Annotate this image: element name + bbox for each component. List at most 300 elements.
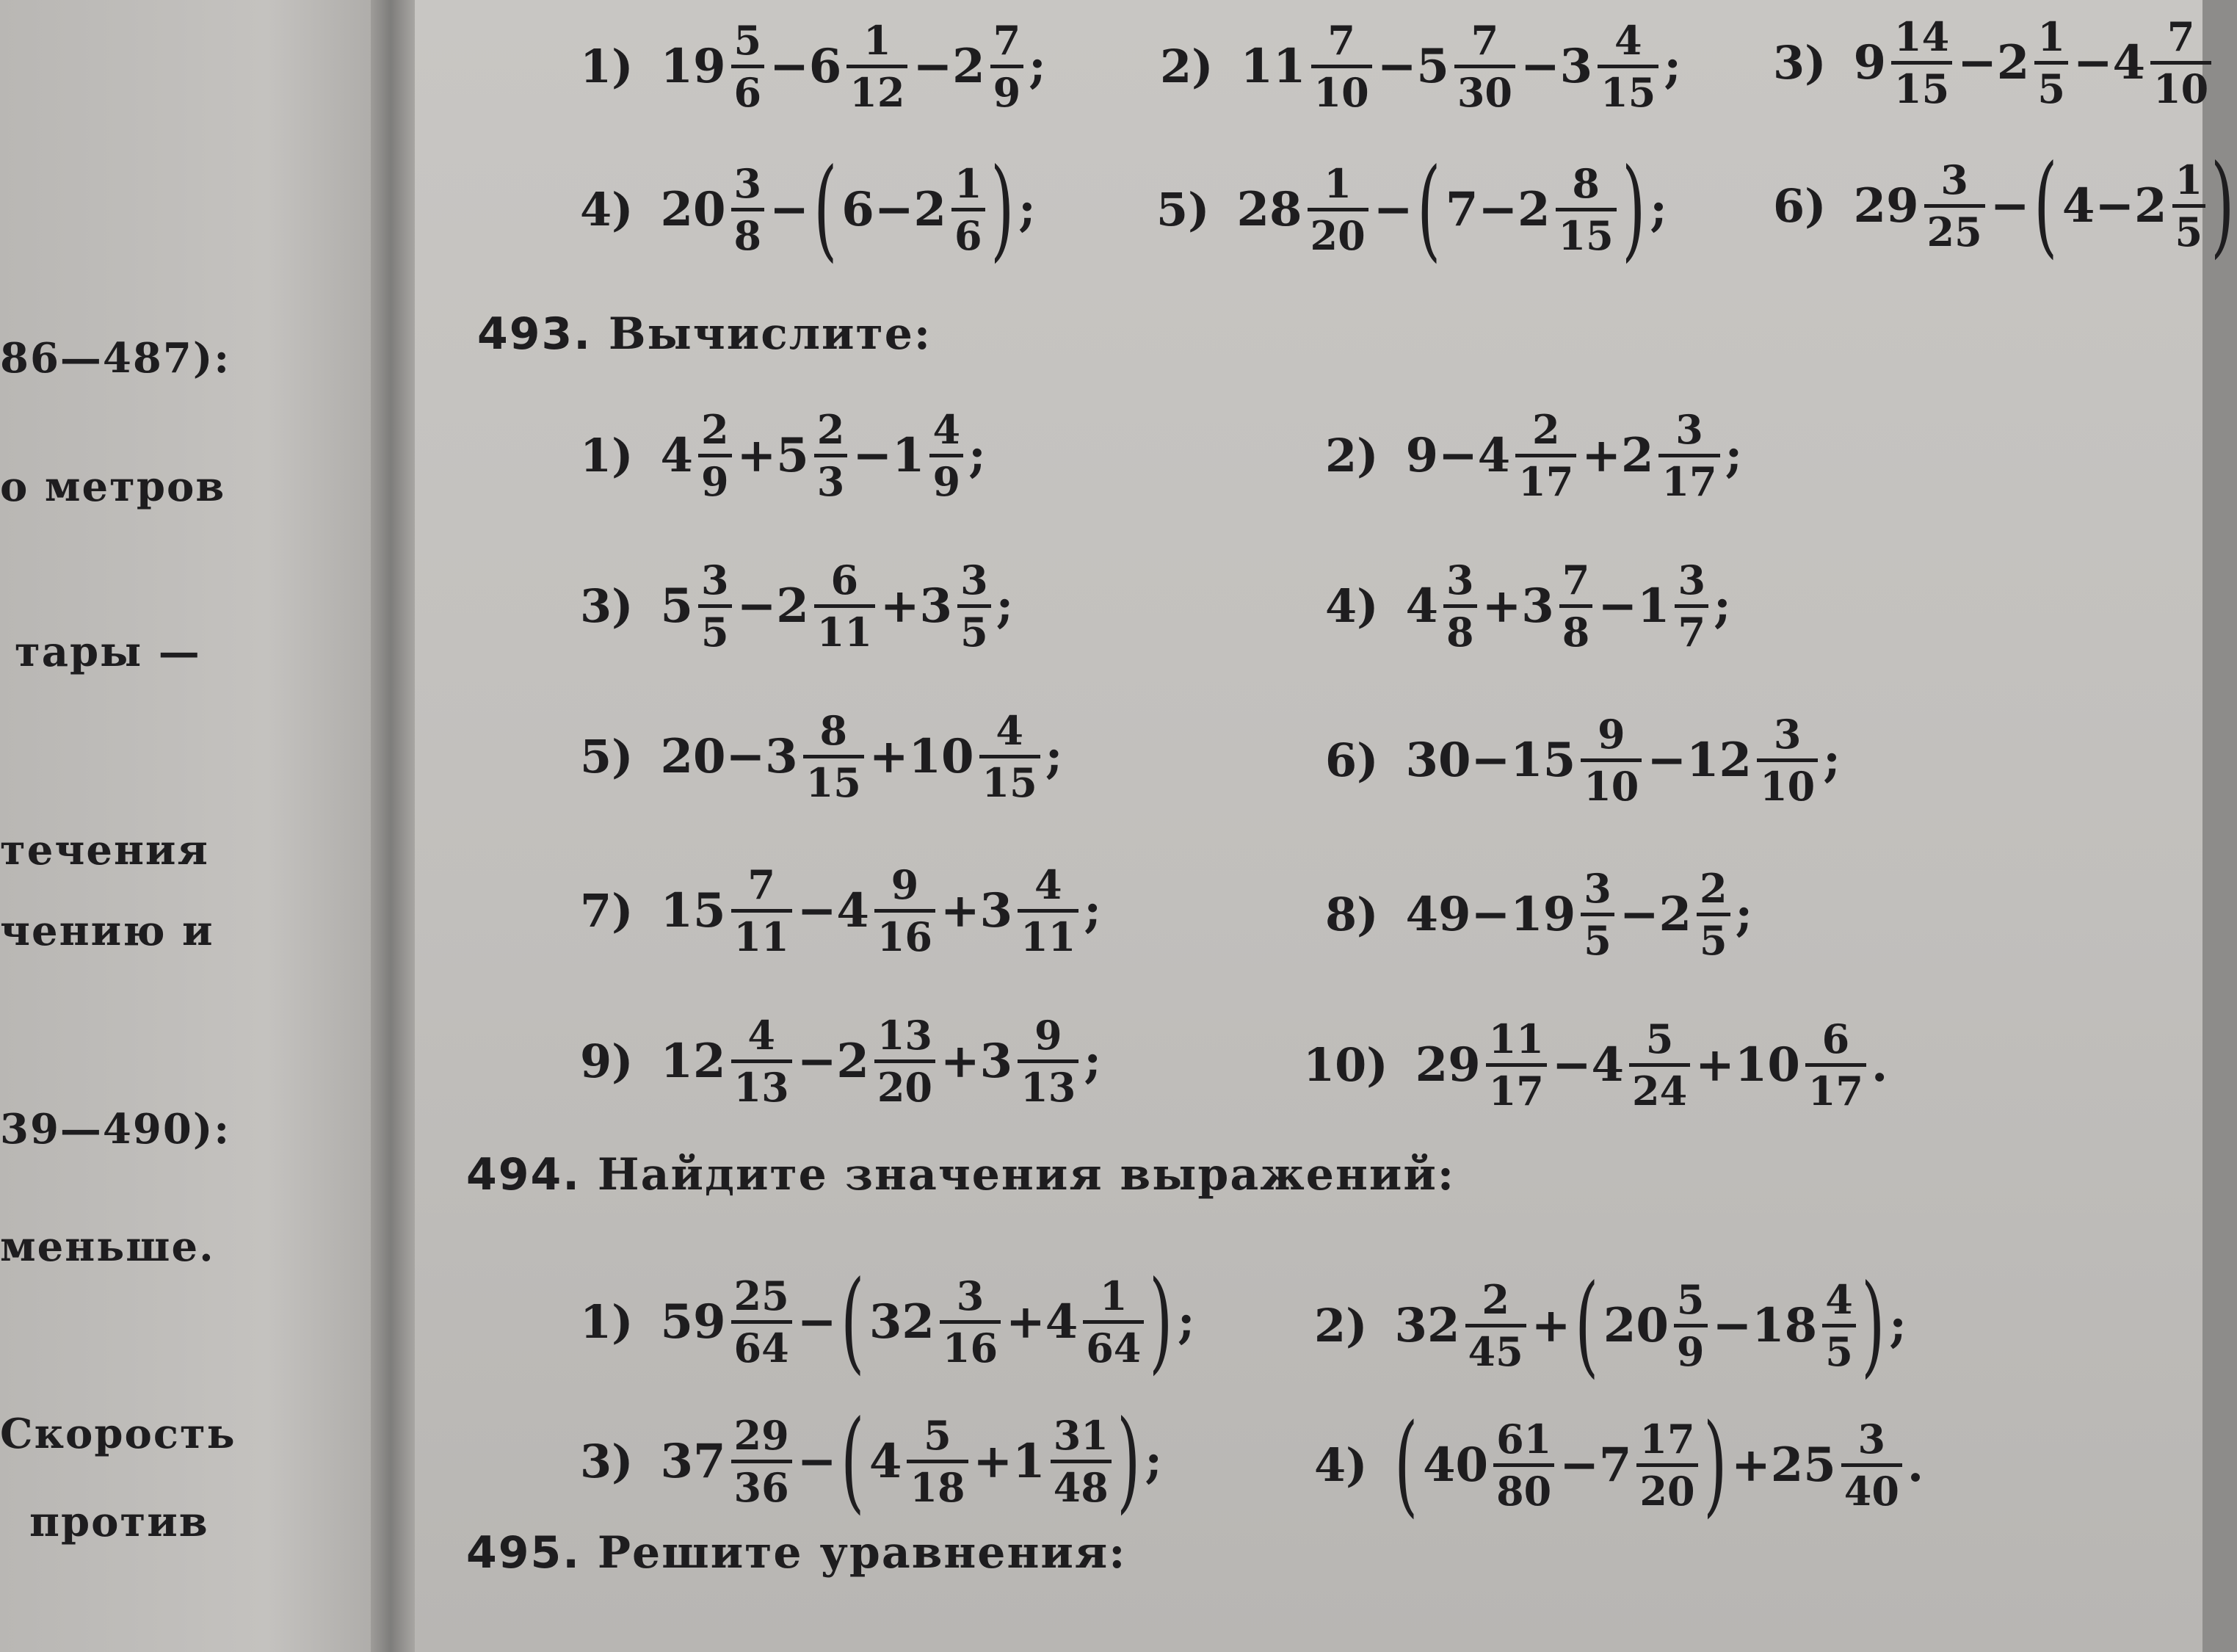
denominator: 8 [1443,604,1477,652]
fraction [1454,16,1515,116]
book-gutter [371,0,415,1652]
fraction [1581,864,1614,964]
expression-term: 4 [869,1433,902,1489]
right-paren: ) [990,145,1014,273]
denominator: 45 [1465,1324,1526,1372]
exercise-number: 493. [477,308,592,360]
expression-term: ; [996,578,1014,634]
problem-label: 3) [580,579,634,633]
denominator: 40 [1841,1463,1902,1511]
fraction [1515,405,1576,505]
fraction [1697,864,1730,964]
numerator: 4 [1825,1275,1853,1323]
numerator: 6 [830,556,859,604]
numerator: 3 [1773,710,1802,758]
right-paren: ) [1149,1258,1173,1385]
left-page-fragment: чению и [0,907,214,955]
expression-term: +2 [1581,427,1654,483]
problem-492-3 [1773,0,2214,128]
problem-494-4 [1314,1399,1926,1531]
numerator: 3 [1678,556,1706,604]
fraction [731,1011,792,1111]
expression-term: +25 [1731,1437,1836,1493]
problem-493-2 [1325,389,1744,521]
expression-term: −2 [1957,35,2030,90]
fraction [874,861,935,960]
denominator: 6 [731,65,765,112]
expression-term: − [1373,181,1413,237]
expression-term: −2 [913,38,985,94]
expression-term: − [797,1294,837,1350]
numerator: 4 [1614,16,1642,64]
fraction [1658,405,1719,505]
fraction [698,405,732,505]
numerator: 2 [1699,864,1727,912]
fraction [698,556,732,656]
left-paren: ( [2034,142,2058,269]
denominator: 5 [1581,913,1614,960]
expression-term: 40 [1423,1437,1489,1493]
expression-term: +3 [940,1033,1013,1089]
problem-492-4 [580,143,1038,275]
denominator: 7 [1675,604,1708,652]
denominator: 15 [803,755,864,803]
expression-term: ; [1045,728,1063,784]
numerator: 2 [1482,1275,1509,1323]
left-paren: ( [841,1397,865,1525]
numerator: 7 [2167,12,2195,60]
fraction [1841,1415,1902,1515]
problem-label: 8) [1325,887,1379,941]
expression-term: ; [1725,427,1743,483]
numerator: 9 [1034,1011,1062,1059]
expression-term: −5 [1377,38,1449,94]
denominator: 15 [1598,65,1658,112]
numerator: 4 [747,1011,775,1059]
denominator: 30 [1454,65,1515,112]
expression-term: −4 [1551,1037,1624,1093]
expression-term: +3 [880,578,953,634]
expression-term: +10 [869,728,974,784]
expression-term: ; [1823,732,1841,788]
numerator: 7 [747,861,775,908]
fraction [1443,556,1477,656]
fraction [1581,710,1642,810]
expression-term: 19 [660,38,726,94]
numerator: 31 [1053,1411,1109,1459]
denominator: 9 [698,454,732,501]
fraction [957,556,991,656]
problem-493-7 [580,844,1103,977]
expression-term: −2 [797,1033,869,1089]
problem-492-1 [580,0,1048,132]
numerator: 1 [1100,1272,1128,1319]
expression-term: 4−2 [2062,178,2167,233]
fraction [1465,1275,1526,1375]
numerator: 3 [701,556,729,604]
problem-label: 9) [580,1034,634,1088]
fraction [1051,1411,1112,1511]
expression-term: −18 [1712,1297,1818,1353]
expression-term: 20 [660,181,726,237]
expression-term: 30−15 [1405,732,1576,788]
denominator: 8 [731,208,765,256]
denominator: 20 [874,1059,935,1107]
expression-term: − [769,181,809,237]
problem-label: 3) [1773,35,1827,90]
numerator: 3 [1675,405,1703,453]
expression-term: . [1871,1037,1888,1093]
numerator: 61 [1496,1415,1552,1463]
fraction [1636,1415,1697,1515]
fraction [1018,1011,1078,1111]
left-page-fragment: тары — [15,628,201,676]
expression-term: 6−2 [841,181,946,237]
fraction [814,556,875,656]
fraction [2150,12,2211,112]
problem-493-3 [580,540,1015,672]
expression-term: +1 [973,1433,1045,1489]
fraction [1891,12,1952,112]
problem-label: 1) [580,428,634,482]
numerator: 1 [1324,159,1352,207]
numerator: 11 [1488,1015,1544,1062]
left-paren: ( [1575,1261,1599,1389]
expression-term: − [797,1433,837,1489]
fraction [1805,1015,1866,1115]
fraction [1018,861,1078,960]
numerator: 5 [1676,1275,1705,1323]
problem-493-10 [1303,999,1890,1131]
numerator: 8 [819,706,848,754]
denominator: 5 [2172,204,2206,252]
expression-term: 20−3 [660,728,798,784]
expression-term: −7 [1559,1437,1632,1493]
denominator: 9 [1674,1324,1708,1372]
problem-493-4 [1325,540,1733,672]
denominator: 17 [1658,454,1719,501]
numerator: 1 [2037,12,2065,60]
numerator: 5 [924,1411,951,1459]
numerator: 2 [701,405,729,453]
denominator: 20 [1308,208,1368,256]
right-paren: ) [1860,1261,1885,1389]
left-page-fragment: 39—490): [0,1105,231,1153]
numerator: 7 [1327,16,1355,64]
denominator: 10 [1581,758,1642,806]
problem-label: 2) [1160,39,1214,93]
expression-term: ; [1018,181,1036,237]
expression-term: −4 [2073,35,2146,90]
numerator: 3 [1940,156,1968,203]
numerator: 8 [1572,159,1600,207]
fraction [1493,1415,1554,1515]
problem-label: 10) [1303,1037,1388,1092]
expression-term: 37 [660,1433,726,1489]
exercise-heading-495 [466,1527,1126,1579]
expression-term: ; [1735,886,1753,942]
numerator: 9 [891,861,919,908]
problem-label: 2) [1325,428,1379,482]
numerator: 3 [1857,1415,1886,1463]
denominator: 11 [814,604,875,652]
fraction [1629,1015,1690,1115]
numerator: 14 [1894,12,1950,60]
problem-label: 4) [1314,1438,1368,1492]
denominator: 11 [1018,909,1078,957]
problem-label: 4) [1325,579,1379,633]
expression-term: ; [1084,1033,1101,1089]
numerator: 3 [1446,556,1474,604]
denominator: 5 [957,604,991,652]
expression-term: +10 [1695,1037,1800,1093]
numerator: 2 [1531,405,1560,453]
denominator: 5 [2034,61,2068,109]
fraction [1486,1015,1547,1115]
fraction [874,1011,935,1111]
numerator: 4 [932,405,961,453]
denominator: 16 [940,1320,1001,1368]
expression-term: ; [1084,883,1101,938]
numerator: 4 [996,706,1023,754]
right-paren: ) [2211,142,2235,269]
numerator: 5 [1645,1015,1674,1062]
fraction [731,159,765,259]
problem-label: 1) [580,39,634,93]
expression-term: 4 [1405,578,1439,634]
fraction [803,706,864,806]
numerator: 7 [1471,16,1499,64]
fraction [1559,556,1593,656]
expression-term: . [1907,1437,1924,1493]
fraction [1083,1272,1144,1372]
exercise-heading-494 [466,1149,1455,1200]
fraction [1556,159,1617,259]
fraction [814,405,848,505]
right-paren: ) [1703,1401,1727,1529]
fraction [731,861,792,960]
expression-term: 4 [660,427,694,483]
expression-term: 29 [1853,178,1919,233]
left-page-fragment: против [29,1498,209,1546]
expression-term: ; [1145,1433,1163,1489]
problem-492-5 [1156,143,1669,275]
right-paren: ) [1621,145,1646,273]
expression-term: ; [1029,38,1046,94]
expression-term: 7−2 [1445,181,1551,237]
expression-term: 28 [1236,181,1302,237]
expression-term: +3 [940,883,1013,938]
problem-label: 5) [580,729,634,783]
fraction [979,706,1040,806]
fraction [907,1411,968,1511]
denominator: 13 [731,1059,792,1107]
expression-term: 9−4 [1405,427,1511,483]
denominator: 10 [2150,61,2211,109]
expression-term: + [1531,1297,1571,1353]
numerator: 3 [733,159,762,207]
expression-term: 11 [1240,38,1306,94]
exercise-title: Вычислите: [592,308,932,360]
fraction [731,16,765,116]
numerator: 29 [733,1411,789,1459]
fraction [951,159,985,259]
numerator: 3 [960,556,988,604]
problem-label: 3) [580,1434,634,1488]
denominator: 80 [1493,1463,1554,1511]
denominator: 9 [990,65,1024,112]
denominator: 13 [1018,1059,1078,1107]
expression-term: 15 [660,883,726,938]
left-page-fragment: меньше. [0,1222,215,1271]
problem-494-3 [580,1395,1164,1527]
fraction [1924,156,1985,256]
problem-label: 4) [580,182,634,236]
expression-term: −1 [1598,578,1670,634]
numerator: 3 [1584,864,1611,912]
denominator: 11 [731,909,792,957]
left-page-fragment: о метров [0,463,226,511]
expression-term: 29 [1415,1037,1481,1093]
fraction [1311,16,1372,116]
left-paren: ( [841,1258,865,1385]
denominator: 15 [1891,61,1952,109]
expression-term: +4 [1006,1294,1078,1350]
denominator: 10 [1757,758,1818,806]
numerator: 7 [993,16,1021,64]
denominator: 17 [1515,454,1576,501]
exercise-title: Найдите значения выражений: [581,1149,1456,1200]
expression-term: 9 [1853,35,1887,90]
problem-493-8 [1325,848,1755,980]
fraction [846,16,907,116]
problem-493-9 [580,995,1103,1127]
problem-494-2 [1314,1259,1909,1391]
denominator: 64 [1083,1320,1144,1368]
expression-term: −12 [1647,732,1752,788]
expression-term: −2 [1619,886,1692,942]
left-page-fragment: Скорость [0,1410,236,1458]
denominator: 25 [1924,204,1985,252]
denominator: 16 [874,909,935,957]
left-paren: ( [1417,145,1441,273]
denominator: 6 [951,208,985,256]
numerator: 3 [956,1272,985,1319]
fraction [1757,710,1818,810]
expression-term: ; [1177,1294,1195,1350]
denominator: 36 [731,1460,792,1507]
fraction [2172,156,2206,256]
fraction [1308,159,1368,259]
expression-term: 49−19 [1405,886,1576,942]
expression-term: − [1990,178,2030,233]
denominator: 18 [907,1460,968,1507]
denominator: 8 [1559,604,1593,652]
expression-term: +3 [1482,578,1554,634]
expression-term: +5 [736,427,809,483]
expression-term: −1 [852,427,925,483]
denominator: 9 [929,454,963,501]
fraction [1675,556,1708,656]
denominator: 48 [1051,1460,1112,1507]
denominator: 15 [1556,208,1617,256]
problem-label: 6) [1325,733,1379,787]
left-page-fragment: течения [0,826,209,874]
problem-493-6 [1325,694,1843,826]
problem-label: 1) [580,1294,634,1349]
numerator: 6 [1821,1015,1850,1062]
exercise-number: 494. [466,1149,581,1200]
fraction [731,1411,792,1511]
denominator: 10 [1311,65,1372,112]
denominator: 5 [1697,913,1730,960]
exercise-title: Решите уравнения: [581,1527,1127,1579]
fraction [990,16,1024,116]
problem-label: 2) [1314,1298,1368,1352]
denominator: 5 [698,604,732,652]
expression-term: −2 [736,578,809,634]
left-paren: ( [813,145,838,273]
problem-label: 5) [1156,182,1210,236]
denominator: 20 [1636,1463,1697,1511]
numerator: 1 [954,159,982,207]
left-page-fragment: 86—487): [0,334,231,383]
denominator: 3 [814,454,848,501]
fraction [2034,12,2068,112]
fraction [1674,1275,1708,1375]
numerator: 25 [733,1272,789,1319]
numerator: 7 [1562,556,1590,604]
denominator: 12 [846,65,907,112]
expression-term: ; [968,427,986,483]
expression-term: 5 [660,578,694,634]
denominator: 15 [979,755,1040,803]
expression-term: −3 [1520,38,1593,94]
expression-term: 32 [869,1294,935,1350]
numerator: 17 [1639,1415,1695,1463]
problem-493-1 [580,389,988,521]
expression-term: 59 [660,1294,726,1350]
numerator: 5 [733,16,762,64]
problem-label: 7) [580,883,634,938]
right-paren: ) [1117,1397,1141,1525]
expression-term: ; [1650,181,1667,237]
fraction [1822,1275,1856,1375]
expression-term: −4 [797,883,869,938]
numerator: 1 [2175,156,2203,203]
expression-term: ; [1714,578,1731,634]
denominator: 24 [1629,1063,1690,1111]
exercise-number: 495. [466,1527,581,1579]
problem-494-1 [580,1256,1197,1388]
left-paren: ( [1394,1401,1418,1529]
numerator: 13 [877,1011,933,1059]
expression-term: 12 [660,1033,726,1089]
expression-term: ; [1664,38,1681,94]
problem-492-6 [1773,140,2237,272]
denominator: 5 [1822,1324,1856,1372]
expression-term: −6 [769,38,842,94]
fraction [1598,16,1658,116]
numerator: 2 [816,405,845,453]
denominator: 17 [1486,1063,1547,1111]
fraction [940,1272,1001,1372]
problem-493-5 [580,690,1065,822]
problem-label: 6) [1773,178,1827,233]
numerator: 9 [1598,710,1625,758]
expression-term: 20 [1603,1297,1669,1353]
expression-term: ; [1889,1297,1907,1353]
